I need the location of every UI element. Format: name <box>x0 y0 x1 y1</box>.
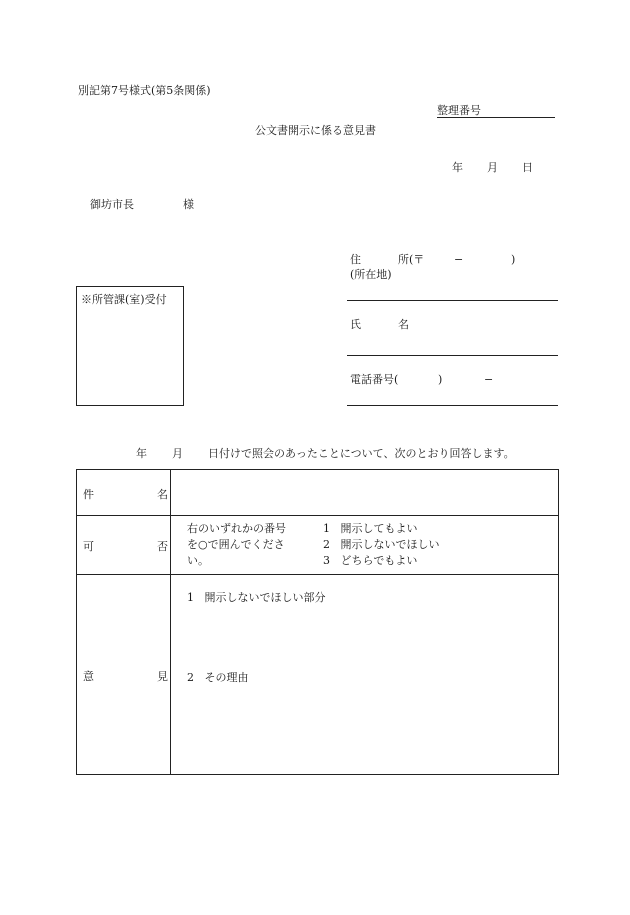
name-line[interactable] <box>347 355 558 356</box>
option-1-number: 1 <box>323 522 330 535</box>
option-3-number: 3 <box>323 554 330 567</box>
subject-row <box>77 470 559 516</box>
document-title: 公文書開示に係る意見書 <box>255 124 376 137</box>
option-2-text: 開示しないでほしい <box>340 538 440 551</box>
approval-row <box>77 516 559 575</box>
reception-stamp-box <box>76 286 184 406</box>
reply-table <box>76 469 559 775</box>
instruction-line-3: い。 <box>187 554 209 567</box>
reference-number-label: 整理番号 <box>437 104 555 118</box>
approval-options-cell <box>171 516 559 575</box>
instruction-line-1: 右のいずれかの番号 <box>187 522 286 535</box>
opinion-label-1: 意 <box>83 669 94 683</box>
opinion-item-2 <box>187 671 249 684</box>
opinion-item-1 <box>187 591 326 604</box>
address-label-2: 所(〒 <box>398 253 425 266</box>
phone-line[interactable] <box>347 405 558 406</box>
option-3-text: どちらでもよい <box>340 554 418 567</box>
address-line[interactable] <box>347 300 558 301</box>
opinion-label-2: 見 <box>157 669 168 683</box>
reference-number-field[interactable] <box>437 104 555 118</box>
subject-label-cell <box>77 470 171 516</box>
date-year-label: 年 <box>452 161 463 174</box>
opinion-content-cell[interactable] <box>171 575 559 775</box>
approval-label-1: 可 <box>83 540 94 553</box>
option-3[interactable] <box>323 553 440 569</box>
phone-label: 電話番号( <box>350 373 399 386</box>
subject-label-2: 名 <box>157 487 168 501</box>
instruction-line-2: を○で囲んでくださ <box>187 538 285 551</box>
phone-close: ) <box>438 373 443 386</box>
opinion-item-1-number: 1 <box>187 591 194 604</box>
opinion-item-2-text: その理由 <box>204 671 249 684</box>
postal-dash: − <box>454 253 464 266</box>
date-day-label: 日 <box>522 161 533 174</box>
addressee-honorific: 様 <box>183 198 194 211</box>
addressee-name: 御坊市長 <box>90 198 134 211</box>
opinion-label-cell <box>77 575 171 775</box>
opinion-item-2-number: 2 <box>187 671 194 684</box>
approval-options <box>323 521 440 569</box>
option-2[interactable] <box>323 537 440 553</box>
option-2-number: 2 <box>323 538 330 551</box>
approval-label-2: 否 <box>157 540 168 553</box>
date-month-label: 月 <box>487 161 498 174</box>
intro-text: 日付けで照会のあったことについて、次のとおり回答します。 <box>208 447 515 460</box>
approval-label-cell <box>77 516 171 575</box>
option-1[interactable] <box>323 521 440 537</box>
name-label-1: 氏 <box>350 318 361 331</box>
intro-month: 月 <box>172 447 183 460</box>
option-1-text: 開示してもよい <box>340 522 418 535</box>
opinion-row <box>77 575 559 775</box>
intro-year: 年 <box>136 447 147 460</box>
postal-close: ) <box>511 253 516 266</box>
subject-label-1: 件 <box>83 487 94 501</box>
address-label-1: 住 <box>350 253 361 266</box>
approval-instruction <box>187 521 286 569</box>
phone-dash: − <box>484 373 494 386</box>
subject-value-cell[interactable] <box>171 470 559 516</box>
form-id: 別記第7号様式(第5条関係) <box>78 84 211 97</box>
name-label-2: 名 <box>398 318 409 331</box>
location-label: (所在地) <box>350 268 392 281</box>
reception-label: ※所管課(室)受付 <box>81 293 167 306</box>
opinion-item-1-text: 開示しないでほしい部分 <box>204 591 326 604</box>
